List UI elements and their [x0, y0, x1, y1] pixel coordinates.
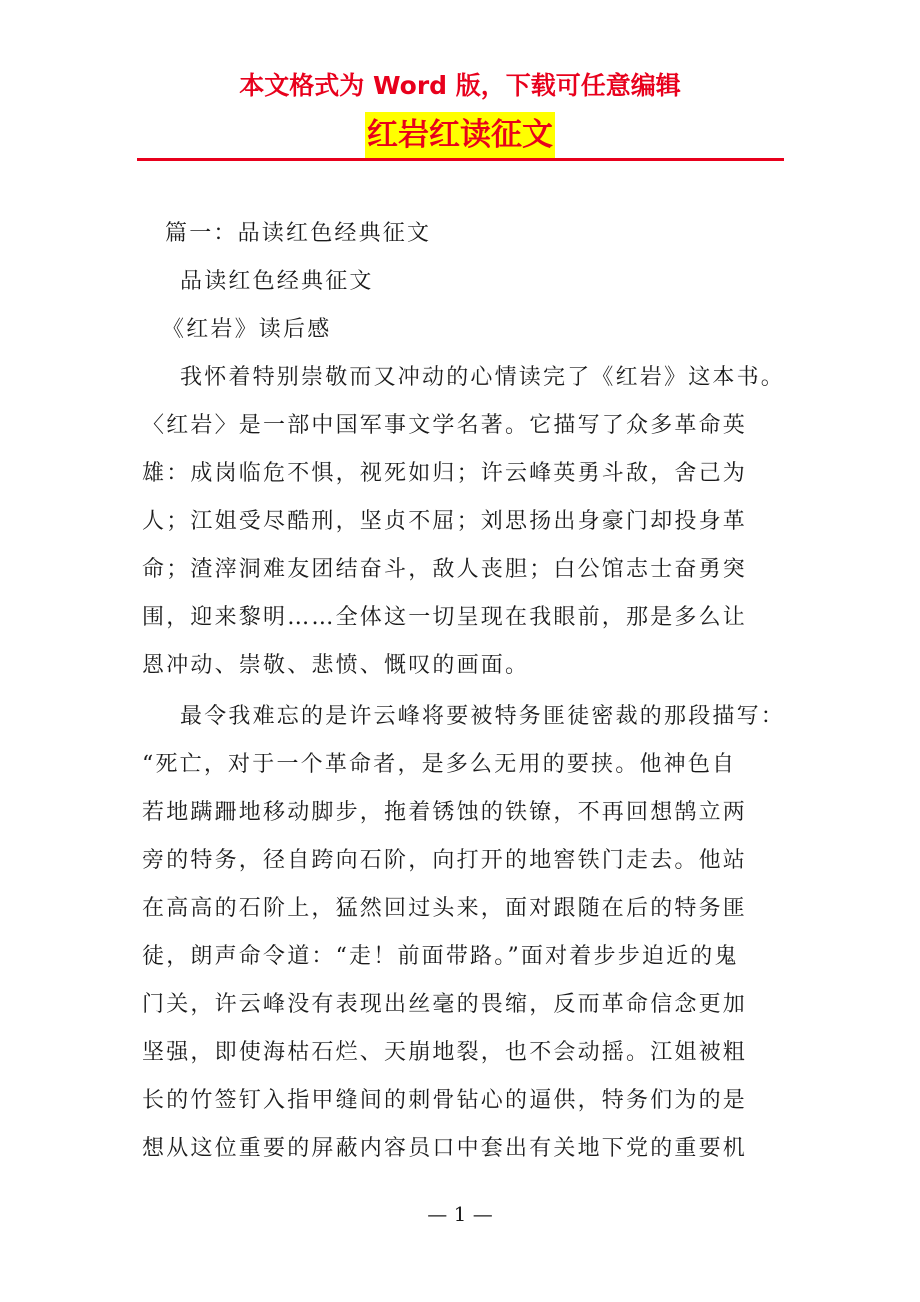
section-heading: 篇一：品读红色经典征文	[165, 221, 432, 246]
body-line: 雄：成岗临危不惧，视死如归；许云峰英勇斗敌，舍己为	[142, 461, 748, 486]
body-line: 旁的特务，径自跨向石阶，向打开的地窖铁门走去。他站	[142, 848, 748, 873]
article-subheading: 《红岩》读后感	[162, 317, 332, 342]
body-line: “死亡，对于一个革命者，是多么无用的要挟。他神色自	[142, 752, 737, 777]
article-heading: 品读红色经典征文	[180, 269, 374, 294]
body-line: 门关，许云峰没有表现出丝毫的畏缩，反而革命信念更加	[142, 992, 748, 1017]
title-divider	[137, 158, 784, 161]
body-line: 命；渣滓洞难友团结奋斗，敌人丧胆；白公馆志士奋勇突	[142, 557, 748, 582]
document-title: 红岩红读征文	[365, 112, 555, 158]
body-line: 徒，朗声命令道：“走！前面带路。”面对着步步迫近的鬼	[142, 944, 739, 969]
body-line: 最令我难忘的是许云峰将要被特务匪徒密裁的那段描写：	[180, 704, 786, 729]
body-line: 围，迎来黎明……全体这一切呈现在我眼前，那是多么让	[142, 605, 748, 630]
body-line: 若地蹒跚地移动脚步，拖着锈蚀的铁镣，不再回想鹄立两	[142, 800, 748, 825]
body-line: 想从这位重要的屏蔽内容员口中套出有关地下党的重要机	[142, 1136, 748, 1161]
body-line: 我怀着特别崇敬而又冲动的心情读完了《红岩》这本书。	[180, 365, 786, 390]
format-notice-banner: 本文格式为 Word 版，下载可任意编辑	[239, 71, 681, 100]
body-line: 在高高的石阶上，猛然回过头来，面对跟随在后的特务匪	[142, 896, 748, 921]
body-line: 〈红岩〉是一部中国军事文学名著。它描写了众多革命英	[142, 413, 748, 438]
body-line: 坚强，即使海枯石烂、天崩地裂，也不会动摇。江姐被粗	[142, 1040, 748, 1065]
body-line: 长的竹签钉入指甲缝间的刺骨钻心的逼供，特务们为的是	[142, 1088, 748, 1113]
title-container	[0, 112, 920, 158]
body-line: 恩冲动、崇敬、悲愤、慨叹的画面。	[142, 653, 530, 678]
body-line: 人；江姐受尽酷刑，坚贞不屈；刘思扬出身豪门却投身革	[142, 509, 748, 534]
page-number: — 1 —	[427, 1202, 493, 1226]
